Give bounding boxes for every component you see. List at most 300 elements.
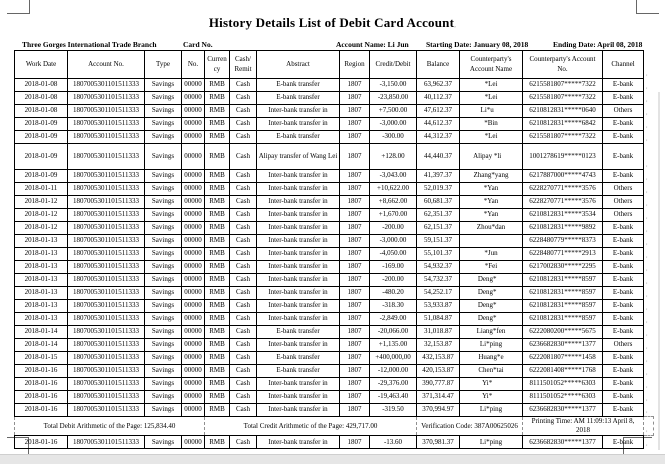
cell-no: 00000	[182, 404, 205, 417]
cell-cash_remit: Cash	[230, 274, 257, 287]
cell-type: Savings	[145, 365, 182, 378]
cell-currency: RMB	[205, 352, 230, 365]
cell-abstract: Inter-bank transfer in	[257, 287, 340, 300]
cell-cp_account: 6215581807*****7322	[523, 92, 603, 105]
cell-region: 1807	[340, 391, 370, 404]
crop-mark-top-right	[636, 0, 659, 14]
cell-cash_remit: Cash	[230, 144, 257, 170]
cell-channel: E-bank	[603, 92, 644, 105]
cell-balance: 370,981.37	[417, 436, 460, 449]
cell-credit_debit: +128.00	[370, 144, 417, 170]
cell-cp_account: 6210812831*****8597	[523, 300, 603, 313]
cell-balance: 51,084.87	[417, 313, 460, 326]
cell-cp_account: 6236682830*****1377	[523, 404, 603, 417]
cell-date: 2018-01-13	[15, 313, 68, 326]
cell-account: 1807005301101511333	[68, 436, 145, 449]
cell-currency: RMB	[205, 436, 230, 449]
cell-currency: RMB	[205, 339, 230, 352]
cell-credit_debit: +1,670.00	[370, 209, 417, 222]
cell-account: 1807005301101511333	[68, 248, 145, 261]
eol-mark: ,	[646, 317, 648, 324]
cell-type: Savings	[145, 222, 182, 235]
eol-mark: ,	[646, 161, 648, 168]
cell-cp_name: *Yan	[460, 196, 523, 209]
cell-currency: RMB	[205, 287, 230, 300]
cell-balance: 54,252.17	[417, 287, 460, 300]
cell-balance: 54,732.37	[417, 274, 460, 287]
cell-account: 1807005301101511333	[68, 196, 145, 209]
cell-balance: 41,397.37	[417, 170, 460, 183]
cell-channel: Others	[603, 105, 644, 118]
cell-account: 1807005301101511333	[68, 404, 145, 417]
cell-cash_remit: Cash	[230, 131, 257, 144]
cell-type: Savings	[145, 352, 182, 365]
cell-abstract: Inter-bank transfer in	[257, 105, 340, 118]
red-scribble-mark	[492, 381, 500, 387]
table-row	[15, 391, 654, 404]
cell-channel: Others	[603, 209, 644, 222]
red-scribble-mark	[501, 154, 509, 160]
cell-account: 1807005301101511333	[68, 287, 145, 300]
cell-cash_remit: Cash	[230, 118, 257, 131]
table-body	[15, 79, 654, 449]
cell-channel: E-bank	[603, 313, 644, 326]
cell-currency: RMB	[205, 170, 230, 183]
cell-cp_name: *Yan	[460, 209, 523, 222]
cell-type: Savings	[145, 313, 182, 326]
cell-cp_account: 6228270771*****3576	[523, 196, 603, 209]
cell-cp_name: Yi*	[460, 378, 523, 391]
cell-credit_debit: -3,000.00	[370, 235, 417, 248]
cell-cash_remit: Cash	[230, 222, 257, 235]
cell-cp_name: Deng*	[460, 287, 523, 300]
cell-date: 2018-01-15	[15, 352, 68, 365]
table-row	[15, 300, 654, 313]
eol-mark: ,	[646, 200, 648, 207]
cell-no: 00000	[182, 352, 205, 365]
header-row	[15, 51, 654, 79]
cell-cash_remit: Cash	[230, 170, 257, 183]
cell-currency: RMB	[205, 326, 230, 339]
cell-account: 1807005301101511333	[68, 300, 145, 313]
summary-cell: Total Credit Arithmetic of the Page: 429,717.00	[205, 417, 417, 436]
table-row	[15, 352, 654, 365]
cell-currency: RMB	[205, 404, 230, 417]
cell-region: 1807	[340, 300, 370, 313]
eol-mark: ,	[646, 304, 648, 311]
cell-cp_account: 6228270771*****3576	[523, 183, 603, 196]
cell-balance: 32,153.87	[417, 339, 460, 352]
cell-cp_name: Liang*fen	[460, 326, 523, 339]
cell-type: Savings	[145, 436, 182, 449]
cell-account: 1807005301101511333	[68, 313, 145, 326]
cell-abstract: E-bank transfer	[257, 131, 340, 144]
cell-cp_account: 6215581807*****7322	[523, 131, 603, 144]
cell-currency: RMB	[205, 131, 230, 144]
cell-abstract: Inter-bank transfer in	[257, 339, 340, 352]
cell-balance: 370,994.97	[417, 404, 460, 417]
table-row	[15, 261, 654, 274]
table-row	[15, 131, 654, 144]
cell-credit_debit: +1,135.00	[370, 339, 417, 352]
cell-type: Savings	[145, 79, 182, 92]
cell-region: 1807	[340, 339, 370, 352]
cell-cash_remit: Cash	[230, 79, 257, 92]
cell-cp_name: Li*u	[460, 105, 523, 118]
red-scribble-mark	[497, 316, 505, 322]
cell-channel: E-bank	[603, 170, 644, 183]
cell-no: 00000	[182, 131, 205, 144]
cell-date: 2018-01-12	[15, 222, 68, 235]
cell-cp_name: Yi*	[460, 391, 523, 404]
hidden-char-mark: ,	[454, 21, 457, 29]
cell-account: 1807005301101511333	[68, 183, 145, 196]
cell-credit_debit: -300.00	[370, 131, 417, 144]
cell-account: 1807005301101511333	[68, 391, 145, 404]
cell-cash_remit: Cash	[230, 92, 257, 105]
table-row	[15, 209, 654, 222]
cell-channel: E-bank	[603, 274, 644, 287]
eol-mark: ,	[646, 70, 648, 77]
cell-credit_debit: -13.60	[370, 436, 417, 449]
cell-credit_debit: -3,043.00	[370, 170, 417, 183]
cell-channel: E-bank	[603, 365, 644, 378]
table-head	[15, 51, 654, 79]
table-row	[15, 287, 654, 300]
cell-abstract: Inter-bank transfer in	[257, 261, 340, 274]
cell-balance: 44,612.37	[417, 118, 460, 131]
cell-date: 2018-01-16	[15, 391, 68, 404]
eol-mark: ,	[646, 408, 648, 415]
cell-credit_debit: +7,500.00	[370, 105, 417, 118]
cell-cash_remit: Cash	[230, 105, 257, 118]
column-header-cp_name: Counterparty's Account Name	[460, 51, 523, 79]
cell-currency: RMB	[205, 222, 230, 235]
cell-type: Savings	[145, 118, 182, 131]
table-row	[15, 235, 654, 248]
cell-balance: 55,101.37	[417, 248, 460, 261]
cell-account: 1807005301101511333	[68, 352, 145, 365]
cell-account: 1807005301101511333	[68, 144, 145, 170]
eol-mark: ,	[646, 343, 648, 350]
cell-type: Savings	[145, 261, 182, 274]
cell-type: Savings	[145, 105, 182, 118]
cell-credit_debit: -19,463.40	[370, 391, 417, 404]
cell-cp_account: 6217887000*****4743	[523, 170, 603, 183]
cell-credit_debit: -12,000.00	[370, 365, 417, 378]
cell-no: 00000	[182, 391, 205, 404]
eol-mark: ,	[646, 440, 648, 447]
table-row	[15, 170, 654, 183]
cell-date: 2018-01-13	[15, 261, 68, 274]
cell-balance: 53,933.87	[417, 300, 460, 313]
cell-region: 1807	[340, 436, 370, 449]
starting-date: Starting Date: January 08, 2018	[426, 40, 529, 49]
cell-credit_debit: -3,000.00	[370, 118, 417, 131]
cell-balance: 52,019.37	[417, 183, 460, 196]
cell-cp_account: 6210812831*****0640	[523, 105, 603, 118]
cell-type: Savings	[145, 144, 182, 170]
cell-cp_name: *Lei	[460, 92, 523, 105]
cell-no: 00000	[182, 222, 205, 235]
eol-mark: ,	[646, 382, 648, 389]
cell-region: 1807	[340, 287, 370, 300]
cell-channel: E-bank	[603, 79, 644, 92]
cell-region: 1807	[340, 365, 370, 378]
cell-date: 2018-01-14	[15, 339, 68, 352]
table-row	[15, 144, 654, 170]
cell-no: 00000	[182, 274, 205, 287]
cell-cash_remit: Cash	[230, 300, 257, 313]
table-row	[15, 378, 654, 391]
cell-cp_name: *Fei	[460, 261, 523, 274]
cell-date: 2018-01-09	[15, 144, 68, 170]
cell-abstract: Inter-bank transfer in	[257, 222, 340, 235]
cell-credit_debit: -23,850.00	[370, 92, 417, 105]
cell-date: 2018-01-09	[15, 118, 68, 131]
page-title-text: History Details List of Debit Card Account	[208, 15, 455, 30]
cell-region: 1807	[340, 170, 370, 183]
cell-region: 1807	[340, 352, 370, 365]
cell-region: 1807	[340, 313, 370, 326]
cell-cp_account: 6210812831*****9892	[523, 222, 603, 235]
cell-account: 1807005301101511333	[68, 170, 145, 183]
cell-credit_debit: -4,050.00	[370, 248, 417, 261]
cell-currency: RMB	[205, 313, 230, 326]
cell-type: Savings	[145, 391, 182, 404]
cell-cp_account: 6215581807*****7322	[523, 79, 603, 92]
cell-cp_name: Li*ping	[460, 404, 523, 417]
cell-type: Savings	[145, 209, 182, 222]
cell-balance: 390,777.87	[417, 378, 460, 391]
eol-mark: ,	[646, 96, 648, 103]
cell-type: Savings	[145, 131, 182, 144]
eol-mark: ,	[644, 417, 654, 436]
cell-channel: Others	[603, 183, 644, 196]
cell-cp_account: 6210812831*****8597	[523, 287, 603, 300]
cell-cp_account: 6210812831*****6842	[523, 118, 603, 131]
cell-balance: 371,314.47	[417, 391, 460, 404]
table-row	[15, 196, 654, 209]
cell-date: 2018-01-09	[15, 170, 68, 183]
cell-currency: RMB	[205, 235, 230, 248]
cell-abstract: Inter-bank transfer in	[257, 391, 340, 404]
cell-date: 2018-01-13	[15, 274, 68, 287]
cell-region: 1807	[340, 144, 370, 170]
cell-cp_account: 1001278619*****0123	[523, 144, 603, 170]
cell-date: 2018-01-13	[15, 235, 68, 248]
cell-date: 2018-01-16	[15, 365, 68, 378]
cell-cash_remit: Cash	[230, 391, 257, 404]
table-row	[15, 248, 654, 261]
cell-account: 1807005301101511333	[68, 79, 145, 92]
cell-no: 00000	[182, 261, 205, 274]
cell-type: Savings	[145, 326, 182, 339]
cell-balance: 420,153.87	[417, 365, 460, 378]
cell-currency: RMB	[205, 365, 230, 378]
cell-cp_name	[460, 235, 523, 248]
summary-cell: Verification Code: 387A00625026	[417, 417, 523, 436]
cell-account: 1807005301101511333	[68, 92, 145, 105]
cell-abstract: Inter-bank transfer in	[257, 248, 340, 261]
cell-channel: E-bank	[603, 287, 644, 300]
cell-credit_debit: +8,662.00	[370, 196, 417, 209]
summary-cell: Total Debit Arithmetic of the Page: 125,834.40	[15, 417, 205, 436]
cell-no: 00000	[182, 170, 205, 183]
cell-account: 1807005301101511333	[68, 261, 145, 274]
cell-cp_name: Zhou*dan	[460, 222, 523, 235]
cell-cp_account: 6228480771*****2913	[523, 248, 603, 261]
cell-cp_name: Li*ping	[460, 339, 523, 352]
cell-cash_remit: Cash	[230, 248, 257, 261]
column-header-cash_remit: Cash/ Remit	[230, 51, 257, 79]
cell-cash_remit: Cash	[230, 326, 257, 339]
cell-credit_debit: -480.20	[370, 287, 417, 300]
crop-mark-top-left	[7, 0, 30, 14]
eol-mark: ,	[646, 213, 648, 220]
cell-abstract: Inter-bank transfer in	[257, 313, 340, 326]
cell-channel: E-bank	[603, 235, 644, 248]
cell-no: 00000	[182, 287, 205, 300]
cell-credit_debit: -3,150.00	[370, 79, 417, 92]
cell-no: 00000	[182, 79, 205, 92]
eol-mark: ,	[646, 291, 648, 298]
cell-date: 2018-01-14	[15, 326, 68, 339]
ending-date: Ending Date: April 08, 2018	[553, 40, 643, 49]
cell-region: 1807	[340, 261, 370, 274]
cell-no: 00000	[182, 313, 205, 326]
column-header-channel: Channel	[603, 51, 644, 79]
table-row	[15, 365, 654, 378]
cell-cp_name: Huang*e	[460, 352, 523, 365]
cell-currency: RMB	[205, 118, 230, 131]
cell-credit_debit: -319.50	[370, 404, 417, 417]
cell-cash_remit: Cash	[230, 436, 257, 449]
cell-no: 00000	[182, 92, 205, 105]
cell-channel: E-bank	[603, 131, 644, 144]
cell-currency: RMB	[205, 248, 230, 261]
cell-currency: RMB	[205, 261, 230, 274]
cell-currency: RMB	[205, 105, 230, 118]
eol-mark: ,	[646, 369, 648, 376]
cell-cp_account: 6222080200*****5675	[523, 326, 603, 339]
cell-account: 1807005301101511333	[68, 274, 145, 287]
cell-channel: E-bank	[603, 404, 644, 417]
table-row	[15, 274, 654, 287]
cell-cp_account: 6236682830*****1377	[523, 339, 603, 352]
table-row	[15, 79, 654, 92]
cell-channel: E-bank	[603, 436, 644, 449]
cell-no: 00000	[182, 144, 205, 170]
branch-name: Three Gorges International Trade Branch	[22, 40, 157, 49]
cell-no: 00000	[182, 209, 205, 222]
cell-balance: 44,440.37	[417, 144, 460, 170]
cell-balance: 59,151.37	[417, 235, 460, 248]
red-scribble-mark	[497, 290, 505, 296]
cell-region: 1807	[340, 209, 370, 222]
cell-abstract: Inter-bank transfer in	[257, 183, 340, 196]
cell-credit_debit: -200.00	[370, 274, 417, 287]
cell-region: 1807	[340, 378, 370, 391]
cell-cp_account: 6217002830*****2295	[523, 261, 603, 274]
column-header-balance: Balance	[417, 51, 460, 79]
cell-account: 1807005301101511333	[68, 105, 145, 118]
table-row	[15, 436, 654, 449]
cell-cp_name: *Lei	[460, 79, 523, 92]
cell-channel: E-bank	[603, 222, 644, 235]
cell-balance: 47,612.37	[417, 105, 460, 118]
cell-region: 1807	[340, 248, 370, 261]
cell-cash_remit: Cash	[230, 287, 257, 300]
cell-no: 00000	[182, 339, 205, 352]
cell-channel: E-bank	[603, 118, 644, 131]
cell-balance: 432,153.87	[417, 352, 460, 365]
column-header-type: Type	[145, 51, 182, 79]
cell-currency: RMB	[205, 209, 230, 222]
cell-region: 1807	[340, 196, 370, 209]
cell-credit_debit: +400,000,00	[370, 352, 417, 365]
cell-currency: RMB	[205, 183, 230, 196]
page-bottom-band	[0, 454, 665, 464]
cell-cash_remit: Cash	[230, 339, 257, 352]
cell-balance: 44,312.37	[417, 131, 460, 144]
history-table	[14, 50, 654, 449]
cell-cp_account: 6222081408*****1768	[523, 365, 603, 378]
cell-region: 1807	[340, 92, 370, 105]
cell-cash_remit: Cash	[230, 313, 257, 326]
cell-date: 2018-01-13	[15, 287, 68, 300]
cell-cash_remit: Cash	[230, 404, 257, 417]
cell-abstract: Alipay transfer of Wang Lei	[257, 144, 340, 170]
cell-currency: RMB	[205, 391, 230, 404]
cell-no: 00000	[182, 183, 205, 196]
cell-type: Savings	[145, 248, 182, 261]
eol-mark: ,	[646, 135, 648, 142]
cell-cp_name: Alipay *li	[460, 144, 523, 170]
cell-abstract: E-bank transfer	[257, 79, 340, 92]
cell-abstract: Inter-bank transfer in	[257, 209, 340, 222]
cell-region: 1807	[340, 404, 370, 417]
cell-currency: RMB	[205, 300, 230, 313]
cell-currency: RMB	[205, 144, 230, 170]
cell-channel: E-bank	[603, 391, 644, 404]
cell-date: 2018-01-13	[15, 248, 68, 261]
cell-date: 2018-01-12	[15, 209, 68, 222]
cell-abstract: Inter-bank transfer in	[257, 235, 340, 248]
table-row	[15, 222, 654, 235]
eol-mark: ,	[646, 83, 648, 90]
cell-balance: 63,962.37	[417, 79, 460, 92]
cell-balance: 31,018.87	[417, 326, 460, 339]
cell-abstract: E-bank transfer	[257, 92, 340, 105]
account-name: Account Name: Li Jun	[336, 40, 409, 49]
cell-balance: 40,112.37	[417, 92, 460, 105]
cell-channel: E-bank	[603, 144, 644, 170]
cell-abstract: Inter-bank transfer in	[257, 170, 340, 183]
eol-mark: ,	[646, 252, 648, 259]
cell-abstract: Inter-bank transfer in	[257, 274, 340, 287]
cell-cp_account: 8111501052*****6303	[523, 378, 603, 391]
column-header-cp_account: Counterparty's Account No.	[523, 51, 603, 79]
cell-type: Savings	[145, 378, 182, 391]
red-scribble-mark	[492, 394, 500, 400]
eol-mark: ,	[646, 174, 648, 181]
cell-region: 1807	[340, 235, 370, 248]
cell-date: 2018-01-16	[15, 404, 68, 417]
cell-account: 1807005301101511333	[68, 365, 145, 378]
cell-abstract: Inter-bank transfer in	[257, 118, 340, 131]
cell-region: 1807	[340, 222, 370, 235]
